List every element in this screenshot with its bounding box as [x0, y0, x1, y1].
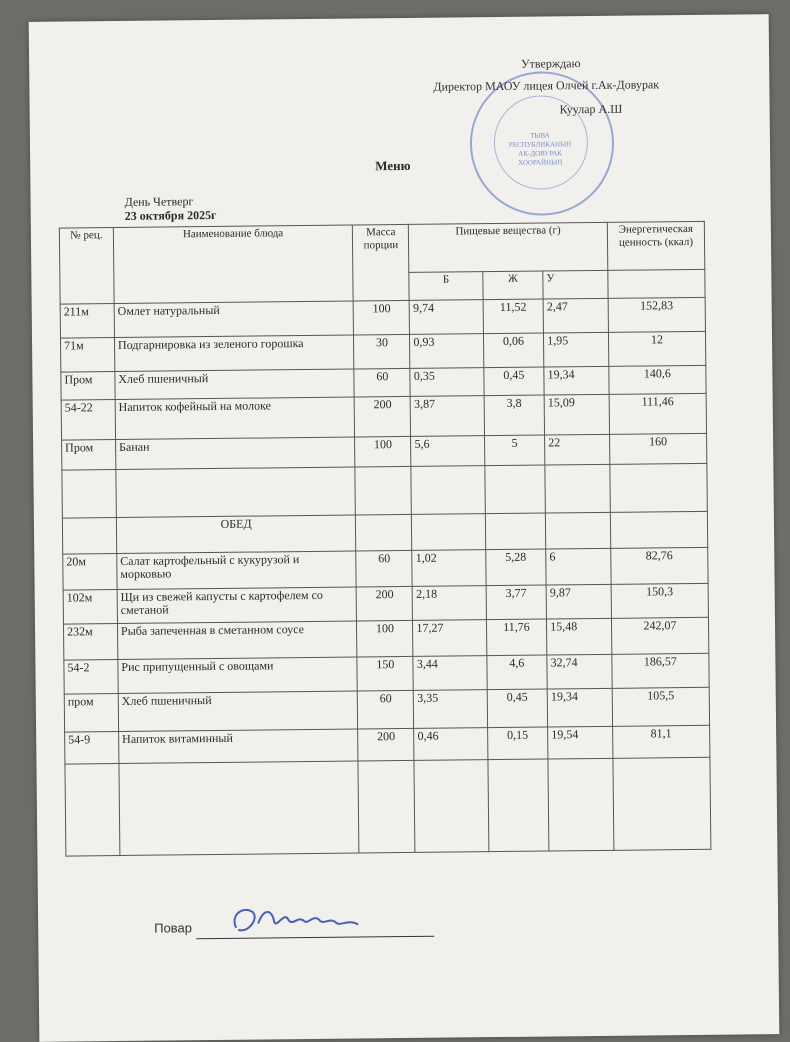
breakfast-row [61, 393, 706, 440]
carbs-cell: 22 [545, 434, 610, 465]
mass-cell: 200 [354, 396, 410, 437]
empty-cell [414, 760, 488, 853]
empty-cell [485, 465, 546, 514]
mass-cell: 60 [356, 550, 412, 587]
empty-cell [485, 513, 546, 550]
carbs-cell: 15,48 [547, 618, 612, 655]
empty-cell [65, 763, 120, 856]
header-mass: Масса порции [353, 224, 410, 301]
header-energy: Энергетическая ценность (ккал) [607, 221, 705, 270]
kcal-cell: 160 [609, 433, 706, 464]
recipe-cell: 102м [63, 590, 117, 625]
mass-cell: 200 [356, 586, 412, 621]
empty-row [65, 757, 711, 856]
recipe-cell: пром [64, 694, 118, 733]
empty-cell [116, 467, 356, 518]
mass-cell: 100 [353, 300, 409, 335]
carbs-cell: 6 [546, 548, 611, 585]
protein-cell: 0,46 [414, 728, 488, 761]
doc-title: Меню [375, 157, 411, 174]
fat-cell: 0,45 [487, 689, 548, 728]
fat-cell: 3,8 [484, 395, 545, 436]
kcal-cell: 105,5 [612, 687, 710, 726]
recipe-cell: 211м [60, 304, 114, 339]
dish-name-cell: Подгарнировка из зеленого горошка [114, 335, 354, 372]
carbs-cell: 32,74 [547, 654, 612, 689]
carbs-cell: 19,34 [544, 366, 609, 395]
recipe-cell: 232м [63, 624, 117, 661]
protein-cell: 0,93 [410, 334, 484, 369]
carbs-cell: 19,54 [548, 726, 613, 759]
carbs-cell: 2,47 [543, 298, 608, 333]
kcal-cell: 140,6 [609, 365, 706, 394]
header-u: У [543, 270, 608, 299]
menu-table [59, 221, 712, 857]
fat-cell: 5 [484, 435, 545, 466]
dish-name-cell: Рыба запеченная в сметанном соусе [117, 621, 357, 660]
kcal-cell: 186,57 [612, 653, 709, 688]
carbs-cell: 15,09 [544, 394, 609, 435]
protein-cell: 1,02 [412, 550, 486, 587]
carbs-cell: 19,34 [547, 688, 612, 727]
empty-cell [545, 464, 610, 513]
header-zh: Ж [483, 271, 544, 300]
empty-cell [548, 758, 614, 851]
fat-cell: 4,6 [487, 655, 548, 690]
empty-cell [358, 760, 415, 853]
protein-cell: 5,6 [411, 436, 485, 467]
kcal-cell: 150,3 [611, 583, 708, 618]
protein-cell: 9,74 [410, 300, 484, 335]
dish-name-cell: Омлет натуральный [114, 301, 354, 338]
mass-cell: 60 [354, 368, 410, 397]
header-row [59, 221, 704, 276]
empty-cell [411, 466, 485, 515]
dish-name-cell: Щи из свежей капусты с картофелем со сметаной [117, 587, 357, 624]
doc-day: День Четверг [124, 194, 194, 209]
mass-cell: 100 [357, 620, 413, 657]
kcal-cell: 152,83 [608, 297, 705, 332]
fat-cell: 0,15 [487, 727, 548, 760]
header-nutrients: Пищевые вещества (г) [409, 222, 608, 272]
dish-name-cell: Хлеб пшеничный [115, 369, 355, 400]
recipe-cell: Пром [61, 372, 115, 401]
dish-name-cell: Хлеб пшеничный [118, 691, 358, 732]
protein-cell: 0,35 [410, 368, 484, 397]
approval-line-2: Директор МАОУ лицея Олчей г.Ак-Довурак [433, 77, 660, 94]
mass-cell: 30 [354, 334, 410, 369]
fat-cell: 0,45 [484, 367, 545, 396]
approval-line-3: Куулар А.Ш [559, 101, 623, 117]
fat-cell: 5,28 [485, 549, 546, 586]
lunch-label: ОБЕД [116, 515, 356, 554]
kcal-cell: 12 [608, 331, 705, 366]
mass-cell: 200 [358, 728, 414, 761]
dish-name-cell: Рис припущенный с овощами [118, 657, 358, 694]
protein-cell: 17,27 [413, 620, 487, 657]
dish-name-cell: Напиток кофейный на молоке [115, 397, 355, 440]
empty-cell [610, 463, 708, 512]
signature [228, 896, 368, 941]
empty-cell [545, 512, 610, 549]
dish-name-cell: Салат картофельный с кукурузой и морковью [117, 551, 357, 590]
protein-cell: 3,35 [414, 690, 488, 729]
signature-text: Ооржак [268, 937, 272, 939]
fat-cell: 3,77 [486, 585, 547, 620]
carbs-cell: 9,87 [546, 584, 611, 619]
empty-cell [488, 759, 549, 852]
recipe-cell: 54-22 [61, 400, 115, 441]
protein-cell: 2,18 [413, 586, 487, 621]
empty-cell [355, 466, 412, 515]
fat-cell: 0,06 [483, 333, 544, 368]
recipe-cell: 20м [63, 554, 117, 591]
empty-cell [119, 761, 359, 856]
header-recipe: № рец. [59, 228, 114, 305]
approval-line-1: Утверждаю [521, 56, 581, 71]
mass-cell: 100 [355, 436, 411, 467]
doc-date: 23 октября 2025г [124, 207, 217, 223]
empty-cell [62, 470, 116, 519]
recipe-cell: Пром [62, 440, 116, 471]
mass-cell: 150 [357, 656, 413, 691]
empty-cell [356, 514, 412, 551]
stamp-text: ТЫВА РЕСПУБЛИКАНЫН АК-ДОВУРАК ХООРАЙНЫН [508, 131, 572, 167]
dish-name-cell: Напиток витаминный [119, 729, 359, 764]
kcal-cell: 81,1 [612, 725, 709, 758]
fat-cell: 11,52 [483, 299, 544, 334]
kcal-cell: 111,46 [609, 393, 707, 434]
recipe-cell: 71м [60, 338, 114, 373]
header-energy-blank [608, 269, 705, 298]
header-name: Наименование блюда [113, 225, 353, 304]
empty-cell [412, 514, 486, 551]
header-b: Б [409, 272, 483, 301]
protein-cell: 3,87 [411, 396, 485, 437]
fat-cell: 11,76 [486, 619, 547, 656]
kcal-cell: 242,07 [611, 617, 708, 654]
dish-name-cell: Банан [115, 437, 355, 470]
kcal-cell: 82,76 [611, 547, 708, 584]
cook-label: Повар [154, 920, 193, 936]
empty-cell [610, 511, 707, 548]
recipe-cell: 54-2 [64, 660, 118, 695]
empty-cell [613, 757, 711, 850]
recipe-cell: 54-9 [65, 732, 119, 765]
carbs-cell: 1,95 [544, 332, 609, 367]
empty-row [62, 463, 707, 518]
protein-cell: 3,44 [413, 656, 487, 691]
empty-cell [62, 518, 116, 555]
mass-cell: 60 [358, 690, 414, 729]
document-page [29, 14, 780, 1042]
